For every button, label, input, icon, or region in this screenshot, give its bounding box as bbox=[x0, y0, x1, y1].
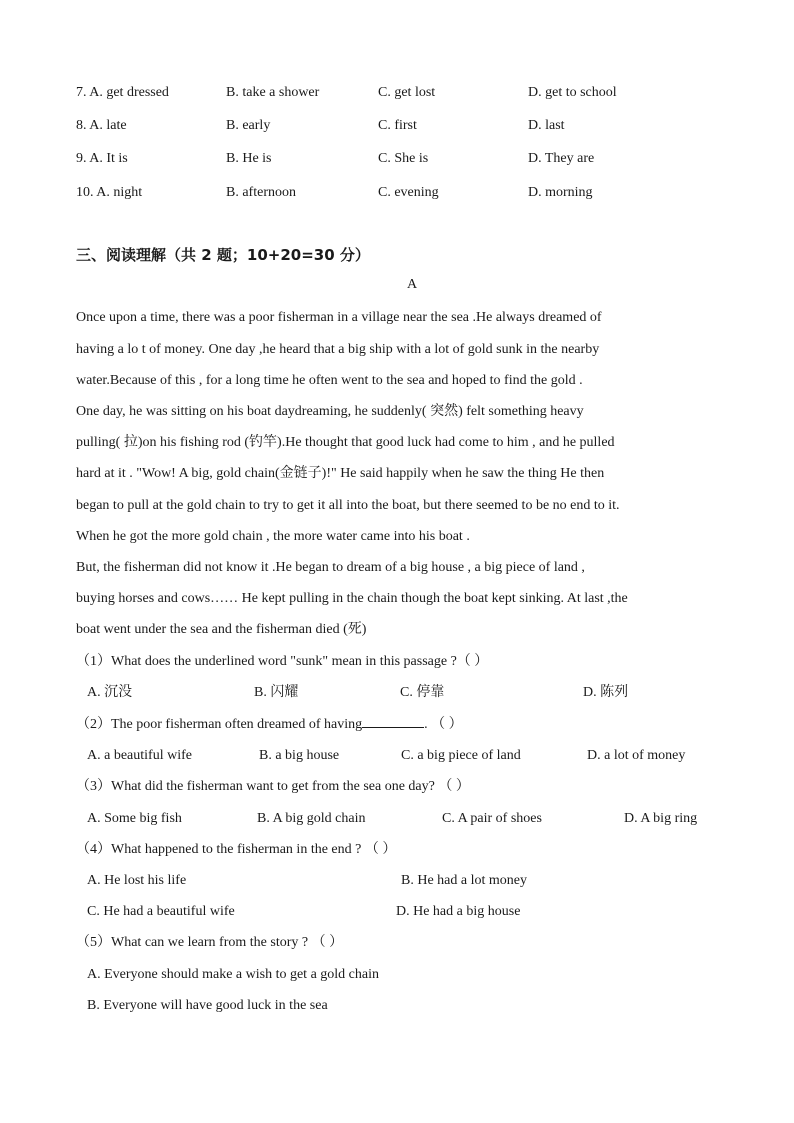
question-4-option-d[interactable]: D. He had a big house bbox=[396, 904, 521, 919]
option-7c: C. get lost bbox=[378, 85, 436, 100]
question-2-stem-end: . （ ） bbox=[424, 717, 463, 732]
answer-blank[interactable] bbox=[362, 713, 424, 728]
question-2-stem bbox=[76, 713, 463, 735]
question-5-stem: （5）What can we learn from the story ? （ ） bbox=[76, 935, 344, 950]
option-8a: 8. A. late bbox=[76, 118, 127, 133]
passage-line: buying horses and cows…… He kept pulling in the chain though the boat kept sinking. At last ,the bbox=[76, 591, 628, 606]
option-9c: C. She is bbox=[378, 151, 429, 166]
option-7d: D. get to school bbox=[528, 85, 617, 100]
passage-line: pulling( 拉)on his fishing rod (钓竿).He thought that good luck had come to him , and he pulled bbox=[76, 435, 615, 450]
question-3-stem: （3）What did the fisherman want to get from the sea one day? （ ） bbox=[76, 779, 470, 794]
passage-line: having a lo t of money. One day ,he heard that a big ship with a lot of gold sunk in the nearby bbox=[76, 342, 600, 357]
question-2-option-a[interactable]: A. a beautiful wife bbox=[87, 748, 192, 763]
option-8d: D. last bbox=[528, 118, 565, 133]
option-7a: 7. A. get dressed bbox=[76, 85, 169, 100]
question-1-option-c[interactable]: C. 停靠 bbox=[400, 685, 445, 700]
option-10a: 10. A. night bbox=[76, 185, 143, 200]
option-9d: D. They are bbox=[528, 151, 595, 166]
option-8c: C. first bbox=[378, 118, 417, 133]
passage-line: began to pull at the gold chain to try to get it all into the boat, but there seemed to be no end to it. bbox=[76, 498, 620, 513]
option-10b: B. afternoon bbox=[226, 185, 296, 200]
question-2-stem-text: （2）The poor fisherman often dreamed of having bbox=[76, 717, 363, 732]
option-10c: C. evening bbox=[378, 185, 439, 200]
option-9b: B. He is bbox=[226, 151, 272, 166]
question-3-option-c[interactable]: C. A pair of shoes bbox=[442, 811, 542, 826]
question-1-option-b[interactable]: B. 闪耀 bbox=[254, 685, 299, 700]
question-3-option-a[interactable]: A. Some big fish bbox=[87, 811, 182, 826]
passage-line: But, the fisherman did not know it .He began to dream of a big house , a big piece of land , bbox=[76, 560, 585, 575]
question-4-option-a[interactable]: A. He lost his life bbox=[87, 873, 187, 888]
option-9a: 9. A. It is bbox=[76, 151, 128, 166]
question-2-option-b[interactable]: B. a big house bbox=[259, 748, 340, 763]
passage-line: hard at it . "Wow! A big, gold chain(金链子)!" He said happily when he saw the thing He then bbox=[76, 466, 605, 481]
passage-line: water.Because of this , for a long time he often went to the sea and hoped to find the gold . bbox=[76, 373, 583, 388]
question-2-option-c[interactable]: C. a big piece of land bbox=[401, 748, 521, 763]
question-5-option-a[interactable]: A. Everyone should make a wish to get a gold chain bbox=[87, 967, 379, 982]
question-1-option-d[interactable]: D. 陈列 bbox=[583, 685, 629, 700]
section-title: 三、阅读理解（共 2 题；10+20=30 分） bbox=[76, 246, 370, 264]
question-5-option-b[interactable]: B. Everyone will have good luck in the sea bbox=[87, 998, 328, 1013]
passage-line: One day, he was sitting on his boat daydreaming, he suddenly( 突然) felt something heavy bbox=[76, 404, 584, 419]
option-7b: B. take a shower bbox=[226, 85, 320, 100]
question-3-option-d[interactable]: D. A big ring bbox=[624, 811, 698, 826]
passage-line: boat went under the sea and the fisherman died (死) bbox=[76, 622, 367, 637]
question-1-stem: （1）What does the underlined word "sunk" mean in this passage ?（ ） bbox=[76, 654, 489, 669]
question-4-stem: （4）What happened to the fisherman in the end ? （ ） bbox=[76, 842, 397, 857]
option-8b: B. early bbox=[226, 118, 271, 133]
passage-line: When he got the more gold chain , the more water came into his boat . bbox=[76, 529, 470, 544]
option-10d: D. morning bbox=[528, 185, 593, 200]
question-1-option-a[interactable]: A. 沉没 bbox=[87, 685, 133, 700]
question-3-option-b[interactable]: B. A big gold chain bbox=[257, 811, 366, 826]
passage-label: A bbox=[407, 277, 418, 292]
question-4-option-c[interactable]: C. He had a beautiful wife bbox=[87, 904, 235, 919]
question-2-option-d[interactable]: D. a lot of money bbox=[587, 748, 686, 763]
passage-line: Once upon a time, there was a poor fisherman in a village near the sea .He always dreamed of bbox=[76, 310, 602, 325]
question-4-option-b[interactable]: B. He had a lot money bbox=[401, 873, 527, 888]
